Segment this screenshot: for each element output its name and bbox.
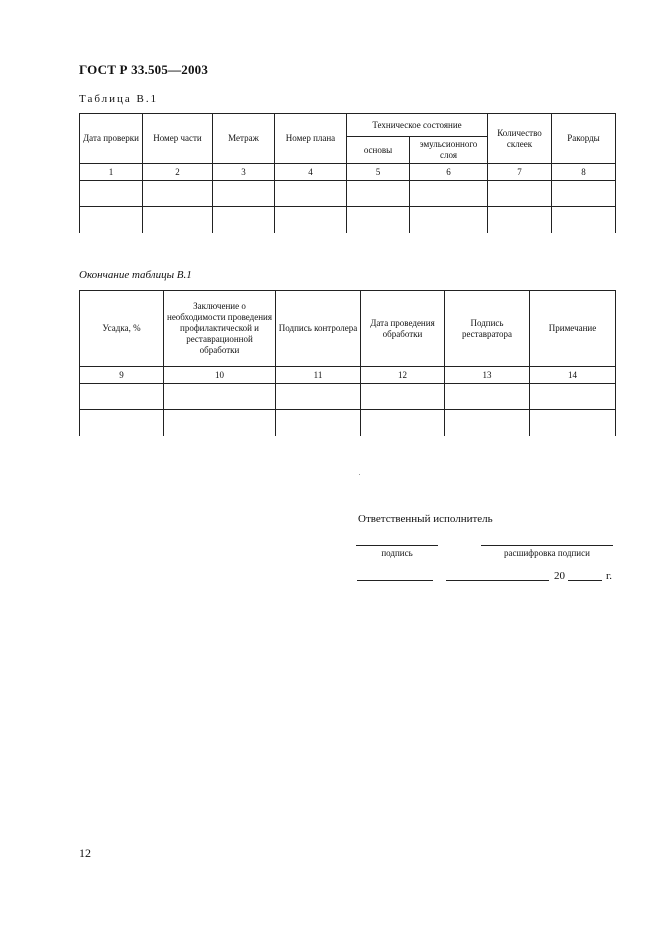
- column-number-row: [80, 367, 616, 384]
- column-number: 11: [276, 367, 361, 384]
- responsible-label: Ответственный исполнитель: [358, 513, 493, 525]
- col-header-base: основы: [347, 137, 410, 164]
- table-cell: [276, 410, 361, 436]
- column-number: 5: [347, 164, 410, 181]
- col-header-plan: Номер плана: [275, 114, 347, 164]
- col-header-emulsion: эмульсионного слоя: [410, 137, 488, 164]
- table-cell: [275, 181, 347, 207]
- table-cell: [80, 207, 143, 233]
- signature-line: [356, 545, 438, 546]
- date-month-line: [446, 580, 549, 581]
- table-cell: [552, 207, 616, 233]
- table-header-row: [80, 114, 616, 137]
- scan-speck: [359, 474, 360, 475]
- table-cell: [552, 181, 616, 207]
- table-b1-continued: [79, 290, 616, 436]
- page-number: 12: [79, 846, 91, 860]
- column-number: 4: [275, 164, 347, 181]
- table-cell: [275, 207, 347, 233]
- document-header: ГОСТ Р 33.505—2003: [79, 62, 209, 77]
- year-suffix: г.: [606, 570, 613, 582]
- column-number: 3: [213, 164, 275, 181]
- table-cell: [80, 181, 143, 207]
- table-cell: [276, 384, 361, 410]
- col-header-leaders: Ракорды: [552, 114, 616, 164]
- table1-caption: Таблица В.1: [79, 93, 159, 105]
- table-row: [80, 181, 616, 207]
- col-header-restorer-sign: Подпись реставратора: [445, 291, 530, 367]
- date-year-line: [568, 580, 602, 581]
- table-header-row: [80, 291, 616, 367]
- col-header-footage: Метраж: [213, 114, 275, 164]
- table-cell: [80, 410, 164, 436]
- table-cell: [445, 410, 530, 436]
- col-header-part: Номер части: [143, 114, 213, 164]
- col-header-shrinkage: Усадка, %: [80, 291, 164, 367]
- col-header-splices: Количество склеек: [488, 114, 552, 164]
- table-cell: [530, 410, 616, 436]
- col-header-tech-state: Техническое состояние: [347, 114, 488, 137]
- column-number: 2: [143, 164, 213, 181]
- table-cell: [488, 181, 552, 207]
- name-decode-line: [481, 545, 613, 546]
- table2-caption: Окончание таблицы В.1: [79, 269, 192, 281]
- table-cell: [164, 410, 276, 436]
- table-cell: [347, 181, 410, 207]
- column-number: 6: [410, 164, 488, 181]
- table-b1: [79, 113, 616, 233]
- table-cell: [361, 384, 445, 410]
- table-cell: [347, 207, 410, 233]
- date-day-line: [357, 580, 433, 581]
- table-cell: [143, 207, 213, 233]
- column-number: 9: [80, 367, 164, 384]
- col-header-conclusion: Заключение о необходимости проведения профилактической и реставрационной обработки: [164, 291, 276, 367]
- table-cell: [410, 181, 488, 207]
- table-cell: [80, 384, 164, 410]
- table-cell: [143, 181, 213, 207]
- table-cell: [530, 384, 616, 410]
- column-number: 13: [445, 367, 530, 384]
- column-number: 12: [361, 367, 445, 384]
- signature-caption: подпись: [381, 548, 413, 558]
- table-row: [80, 410, 616, 436]
- column-number: 7: [488, 164, 552, 181]
- table-cell: [213, 181, 275, 207]
- col-header-processing-date: Дата проведения обработки: [361, 291, 445, 367]
- table-cell: [410, 207, 488, 233]
- col-header-controller-sign: Подпись контролера: [276, 291, 361, 367]
- table-cell: [488, 207, 552, 233]
- year-prefix: 20: [554, 570, 565, 582]
- column-number: 8: [552, 164, 616, 181]
- column-number: 14: [530, 367, 616, 384]
- column-number: 1: [80, 164, 143, 181]
- col-header-note: Примечание: [530, 291, 616, 367]
- table-row: [80, 384, 616, 410]
- table-row: [80, 207, 616, 233]
- name-decode-caption: расшифровка подписи: [504, 548, 590, 558]
- table-cell: [445, 384, 530, 410]
- table-cell: [164, 384, 276, 410]
- column-number-row: [80, 164, 616, 181]
- column-number: 10: [164, 367, 276, 384]
- table-cell: [361, 410, 445, 436]
- col-header-date: Дата проверки: [80, 114, 143, 164]
- table-cell: [213, 207, 275, 233]
